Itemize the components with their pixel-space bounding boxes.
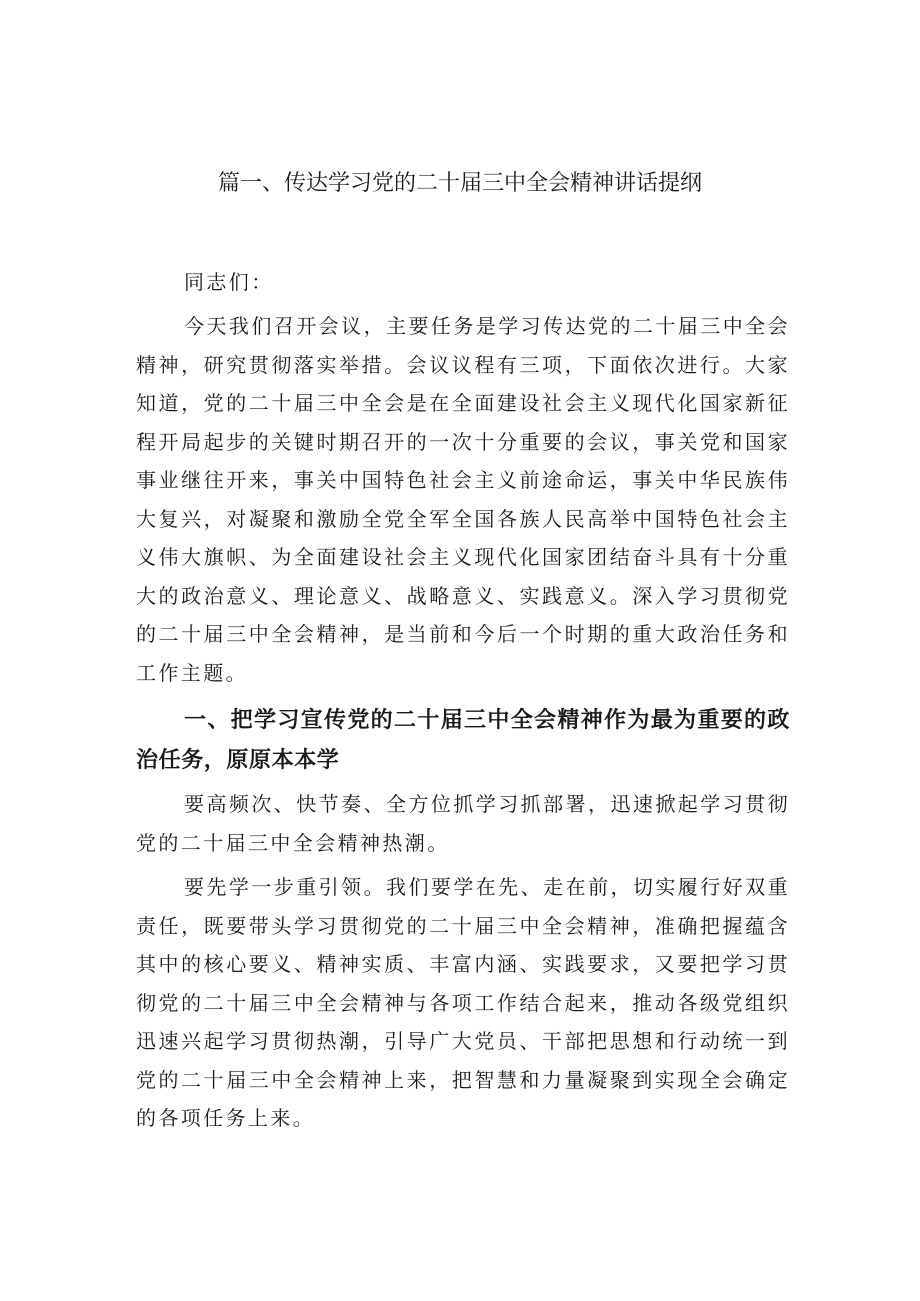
section-paragraph: 要高频次、快节奏、全方位抓学习抓部署，迅速掀起学习贯彻党的二十届三中全会精神热潮。	[136, 792, 790, 855]
intro-paragraph: 今天我们召开会议，主要任务是学习传达党的二十届三中全会精神，研究贯彻落实举措。会议议程有三项，下面依次进行。大家知道，党的二十届三中全会是在全面建设社会主义现代化国家新征程开局起步的关键时期召开的一次十分重要的会议，事关党和国家事业继往开来，事关中国特色社会主义前途命运，事关中华民族伟大复兴，对凝聚和激励全党全军全国各族人民高举中国特色社会主义伟大旗帜、为全面建设社会主义现代化国家团结奋斗具有十分重大的政治意义、理论意义、战略意义、实践意义。深入学习贯彻党的二十届三中全会精神，是当前和今后一个时期的重大政治任务和工作主题。	[136, 314, 790, 685]
section-paragraph: 要先学一步重引领。我们要学在先、走在前，切实履行好双重责任，既要带头学习贯彻党的二十届三中全会精神，准确把握蕴含其中的核心要义、精神实质、丰富内涵、实践要求，又要把学习贯彻党的二十届三中全会精神与各项工作结合起来，推动各级党组织迅速兴起学习贯彻热潮，引导广大党员、干部把思想和行动统一到党的二十届三中全会精神上来，把智慧和力量凝聚到实现全会确定的各项任务上来。	[136, 875, 790, 1130]
section-heading: 一、把学习宣传党的二十届三中全会精神作为最为重要的政治任务，原原本本学	[136, 708, 790, 773]
document-title: 篇一、传达学习党的二十届三中全会精神讲话提纲	[217, 171, 702, 196]
greeting-paragraph: 同志们：	[184, 270, 274, 294]
